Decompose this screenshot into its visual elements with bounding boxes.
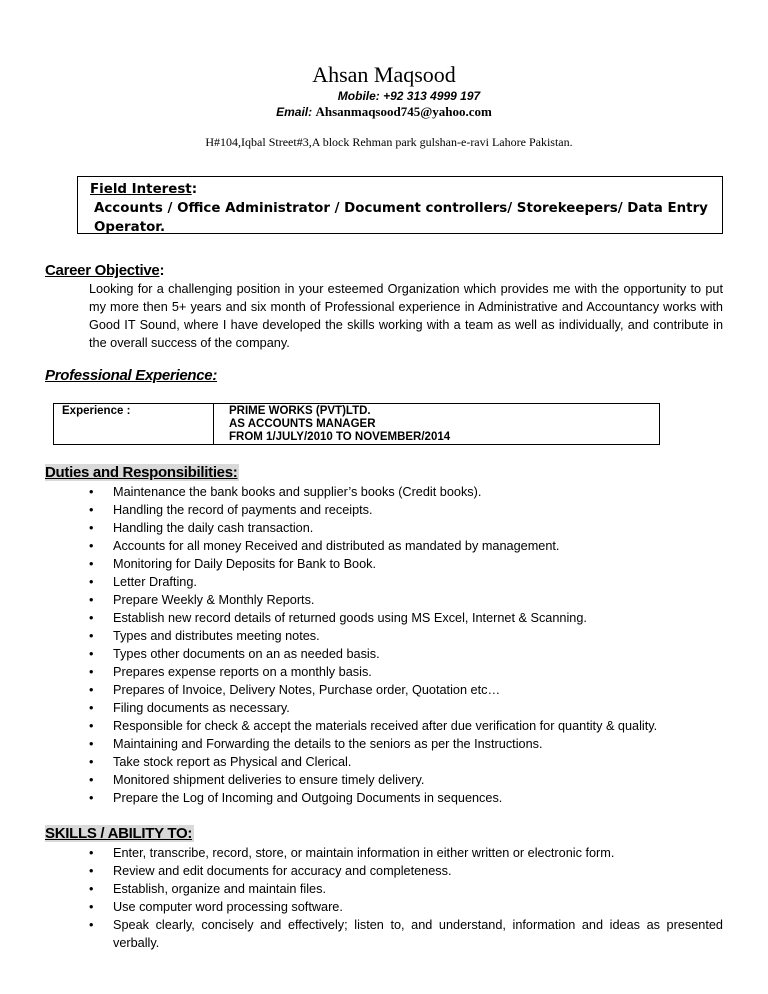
bullet-icon: • — [89, 900, 94, 914]
bullet-icon: • — [89, 755, 94, 769]
list-item — [0, 880, 723, 898]
bullet-icon: • — [89, 737, 94, 751]
bullet-icon: • — [89, 846, 94, 860]
duty-text: Prepare the Log of Incoming and Outgoing Documents in sequences. — [113, 791, 503, 805]
field-interest-colon: : — [191, 182, 198, 197]
bullet-icon: • — [89, 647, 94, 661]
duty-text: Maintenance the bank books and supplier’s books (Credit books). — [113, 485, 482, 499]
skills-heading — [45, 824, 194, 843]
duty-text: Types other documents on an as needed basis. — [113, 647, 380, 661]
list-item — [0, 753, 657, 771]
bullet-icon: • — [89, 521, 94, 535]
duties-list — [0, 483, 657, 807]
list-item — [0, 916, 723, 952]
list-item — [0, 699, 657, 717]
career-objective-text: Looking for a challenging position in your esteemed Organization which provides me with the opportunity to put my more then 5+ years and six month of Professional experience in Administrative and Accountancy works with Good IT Sound, where I have developed the skills working with a team as well as individually, and contribute in the overall success of the company. — [89, 282, 723, 350]
skills-list — [0, 844, 723, 952]
list-item — [0, 789, 657, 807]
skill-text: Enter, transcribe, record, store, or maintain information in either written or electronic form. — [113, 846, 615, 860]
bullet-icon: • — [89, 791, 94, 805]
bullet-icon: • — [89, 683, 94, 697]
list-item — [0, 862, 723, 880]
bullet-icon: • — [89, 503, 94, 517]
field-interest-text: Accounts / Office Administrator / Document controllers/ Storekeepers/ Data Entry Operator. — [94, 201, 708, 235]
duty-text: Maintaining and Forwarding the details to the seniors as per the Instructions. — [113, 737, 543, 751]
career-objective-title: Career Objective — [45, 262, 160, 279]
list-item — [0, 501, 657, 519]
bullet-icon: • — [89, 918, 94, 932]
list-item — [0, 681, 657, 699]
list-item — [0, 591, 657, 609]
experience-details — [229, 405, 450, 444]
duty-text: Prepares expense reports on a monthly basis. — [113, 665, 372, 679]
list-item — [0, 735, 657, 753]
duties-heading — [45, 463, 239, 482]
career-objective-colon: : — [159, 262, 165, 279]
bullet-icon: • — [89, 611, 94, 625]
list-item — [0, 717, 657, 735]
bullet-icon: • — [89, 557, 94, 571]
experience-label: Experience : — [54, 404, 214, 444]
list-item — [0, 645, 657, 663]
duty-text: Responsible for check & accept the materials received after due verification for quantity & quality. — [113, 719, 658, 733]
bullet-icon: • — [89, 629, 94, 643]
duty-text: Prepare Weekly & Monthly Reports. — [113, 593, 315, 607]
bullet-icon: • — [89, 593, 94, 607]
experience-position: AS ACCOUNTS MANAGER — [229, 418, 376, 430]
bullet-icon: • — [89, 864, 94, 878]
duty-text: Handling the daily cash transaction. — [113, 521, 314, 535]
duty-text: Handling the record of payments and receipts. — [113, 503, 373, 517]
field-interest-label: Field Interest — [90, 182, 192, 197]
bullet-icon: • — [89, 773, 94, 787]
list-item — [0, 519, 657, 537]
mobile-number: Mobile: +92 313 4999 197 — [337, 89, 481, 103]
list-item — [0, 844, 723, 862]
skill-text: Use computer word processing software. — [113, 900, 343, 914]
bullet-icon: • — [89, 539, 94, 553]
experience-period: FROM 1/JULY/2010 TO NOVEMBER/2014 — [229, 431, 451, 443]
list-item — [0, 771, 657, 789]
bullet-icon: • — [89, 665, 94, 679]
duty-text: Accounts for all money Received and distributed as mandated by management. — [113, 539, 560, 553]
duty-text: Establish new record details of returned goods using MS Excel, Internet & Scanning. — [113, 611, 587, 625]
list-item — [0, 483, 657, 501]
list-item — [0, 555, 657, 573]
email-label: Email: — [276, 105, 313, 119]
bullet-icon: • — [89, 485, 94, 499]
email-line — [0, 104, 768, 120]
professional-experience-title: Professional Experience: — [45, 367, 218, 384]
duty-text: Prepares of Invoice, Delivery Notes, Purchase order, Quotation etc… — [113, 683, 501, 697]
duty-text: Types and distributes meeting notes. — [113, 629, 320, 643]
experience-company: PRIME WORKS (PVT)LTD. — [229, 405, 371, 417]
skill-text: Review and edit documents for accuracy and completeness. — [113, 864, 452, 878]
skills-title: SKILLS / ABILITY TO: — [45, 825, 193, 842]
list-item — [0, 573, 657, 591]
list-item — [0, 609, 657, 627]
list-item — [0, 627, 657, 645]
bullet-icon: • — [89, 575, 94, 589]
bullet-icon: • — [89, 719, 94, 733]
skill-text: Establish, organize and maintain files. — [113, 882, 326, 896]
duties-title: Duties and Responsibilities: — [45, 464, 238, 481]
skill-text: Speak clearly, concisely and effectively; listen to, and understand, information and ideas as presented verbally. — [113, 918, 723, 950]
list-item — [0, 663, 657, 681]
career-objective-heading — [45, 261, 164, 280]
duty-text: Letter Drafting. — [113, 575, 197, 589]
candidate-name: Ahsan Maqsood — [312, 62, 456, 87]
field-interest-box — [77, 176, 723, 234]
bullet-icon: • — [89, 701, 94, 715]
professional-experience-heading — [45, 366, 217, 385]
duty-text: Monitored shipment deliveries to ensure timely delivery. — [113, 773, 425, 787]
email-address: Ahsanmaqsood745@yahoo.com — [315, 104, 492, 119]
duty-text: Monitoring for Daily Deposits for Bank to Book. — [113, 557, 377, 571]
duty-text: Filing documents as necessary. — [113, 701, 290, 715]
experience-table — [53, 403, 660, 445]
postal-address: H#104,Iqbal Street#3,A block Rehman park gulshan-e-ravi Lahore Pakistan. — [205, 135, 573, 149]
bullet-icon: • — [89, 882, 94, 896]
duty-text: Take stock report as Physical and Clerical. — [113, 755, 352, 769]
list-item — [0, 537, 657, 555]
list-item — [0, 898, 723, 916]
